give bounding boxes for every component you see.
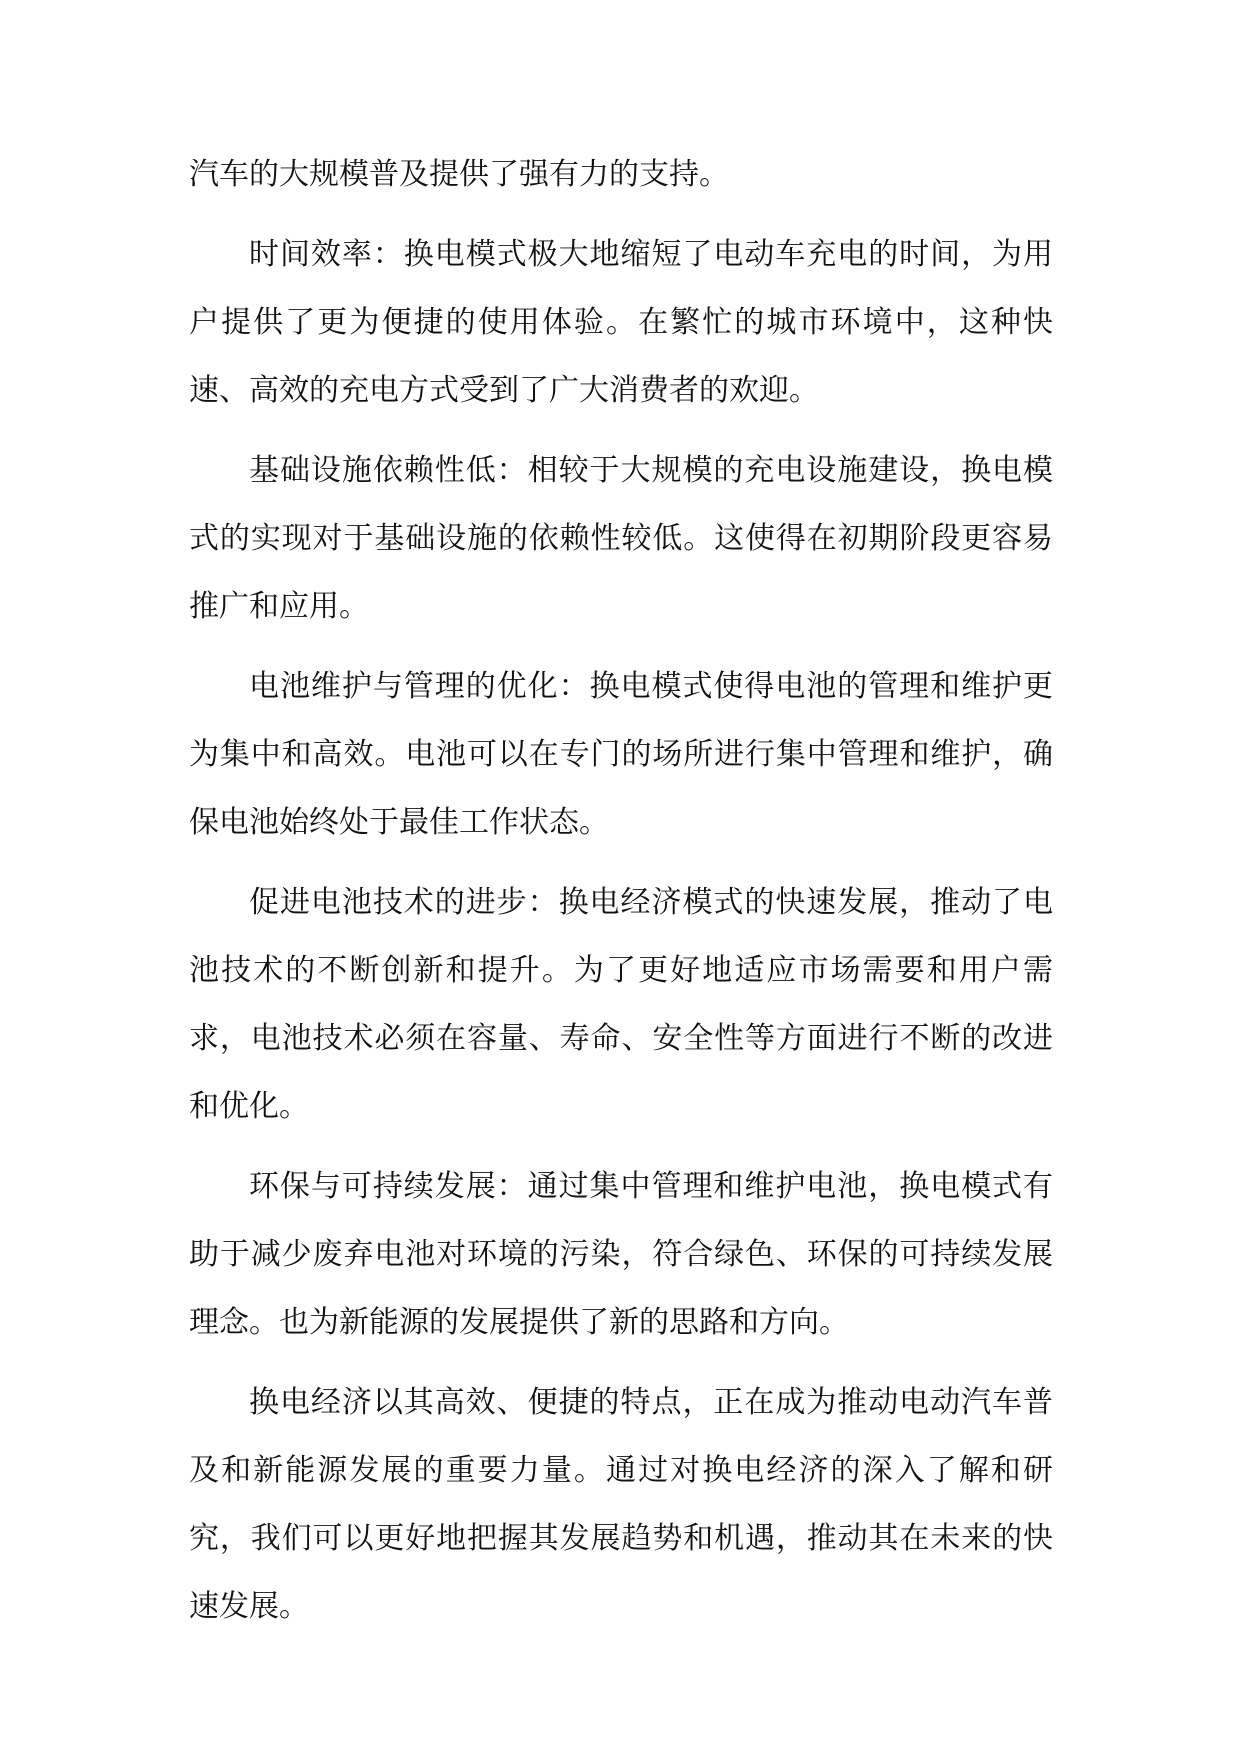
paragraph-environment: 环保与可持续发展：通过集中管理和维护电池，换电模式有助于减少废弃电池对环境的污染，符合绿色、环保的可持续发展理念。也为新能源的发展提供了新的思路和方向。 xyxy=(189,1169,1053,1340)
paragraph-battery-maintenance: 电池维护与管理的优化：换电模式使得电池的管理和维护更为集中和高效。电池可以在专门的场所进行集中管理和维护，确保电池始终处于最佳工作状态。 xyxy=(189,669,1053,840)
paragraph-time-efficiency: 时间效率：换电模式极大地缩短了电动车充电的时间，为用户提供了更为便捷的使用体验。在繁忙的城市环境中，这种快速、高效的充电方式受到了广大消费者的欢迎。 xyxy=(189,237,1053,408)
document-body xyxy=(189,141,1053,1653)
paragraph-battery-technology: 促进电池技术的进步：换电经济模式的快速发展，推动了电池技术的不断创新和提升。为了更好地适应市场需要和用户需求，电池技术必须在容量、寿命、安全性等方面进行不断的改进和优化。 xyxy=(189,885,1053,1124)
paragraph-infrastructure: 基础设施依赖性低：相较于大规模的充电设施建设，换电模式的实现对于基础设施的依赖性较低。这使得在初期阶段更容易推广和应用。 xyxy=(189,453,1053,624)
paragraph-continuation: 汽车的大规模普及提供了强有力的支持。 xyxy=(189,157,729,192)
paragraph-conclusion: 换电经济以其高效、便捷的特点，正在成为推动电动汽车普及和新能源发展的重要力量。通过对换电经济的深入了解和研究，我们可以更好地把握其发展趋势和机遇，推动其在未来的快速发展。 xyxy=(189,1385,1053,1624)
